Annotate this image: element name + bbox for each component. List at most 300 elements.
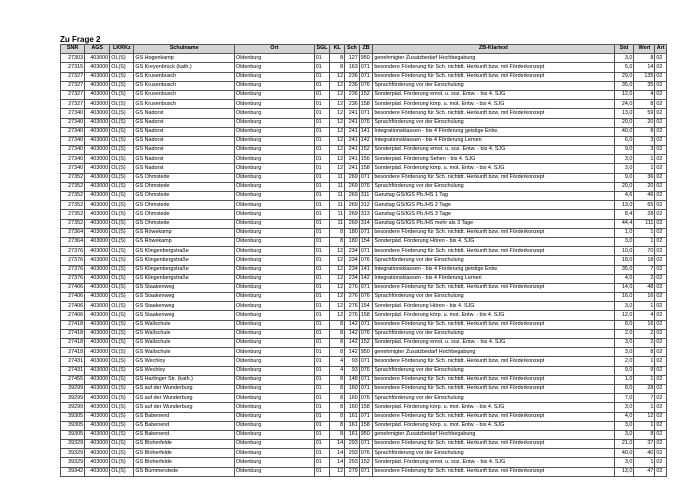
cell-zb: 076: [359, 366, 373, 375]
cell-ags: 403000: [85, 320, 110, 329]
cell-ags: 403000: [85, 182, 110, 191]
cell-ags: 403000: [85, 100, 110, 109]
cell-sgl: 01: [314, 100, 330, 109]
cell-sgl: 01: [314, 283, 330, 292]
cell-ort: Oldenburg: [235, 366, 315, 375]
table-row: [61, 63, 667, 72]
cell-zb: 141: [359, 127, 373, 136]
cell-schulname: GS Klingenbergstraße: [134, 256, 235, 265]
cell-zb: 141: [359, 265, 373, 274]
cell-lkrkz: OL(S): [110, 467, 134, 476]
cell-kl: 8: [330, 394, 345, 403]
cell-snr: 27376: [61, 274, 85, 283]
cell-schulname: GS Staakenweg: [134, 293, 235, 302]
cell-ort: Oldenburg: [235, 283, 315, 292]
cell-zb-klartext: besondere Förderung für Sch. nichtdt. Herkunft bzw. mit Förderkonzept: [373, 247, 614, 256]
cell-schulname: GS Röwekamp: [134, 237, 235, 246]
cell-zb-klartext: besondere Förderung für Sch. nichtdt. Herkunft bzw. mit Förderkonzept: [373, 283, 614, 292]
cell-lkrkz: OL(S): [110, 90, 134, 99]
cell-schulname: GS Ohmstede: [134, 219, 235, 228]
cell-art: 02: [655, 293, 667, 302]
cell-wert: 1: [634, 164, 655, 173]
table-row: [61, 228, 667, 237]
cell-wert: 135: [634, 72, 655, 81]
cell-zb: 076: [359, 394, 373, 403]
cell-wert: 8: [634, 348, 655, 357]
cell-wert: 7: [634, 394, 655, 403]
cell-ort: Oldenburg: [235, 274, 315, 283]
cell-std: 16,0: [614, 293, 634, 302]
cell-kl: 12: [330, 72, 345, 81]
cell-sch: 160: [345, 384, 360, 393]
cell-zb-klartext: Sonderpäd. Förderung emot. u. soz. Entw. - bis 4. SJG: [373, 146, 614, 155]
cell-snr: 39305: [61, 430, 85, 439]
cell-kl: 12: [330, 256, 345, 265]
cell-lkrkz: OL(S): [110, 63, 134, 72]
cell-std: 9,0: [614, 146, 634, 155]
cell-lkrkz: OL(S): [110, 440, 134, 449]
cell-wert: 1: [634, 421, 655, 430]
cell-schulname: GS Staakenweg: [134, 311, 235, 320]
cell-schulname: GS Krusenbusch: [134, 100, 235, 109]
cell-ags: 403000: [85, 293, 110, 302]
cell-wert: 8: [634, 54, 655, 63]
table-row: [61, 109, 667, 118]
cell-std: 3,0: [614, 164, 634, 173]
cell-snr: 27364: [61, 237, 85, 246]
cell-sgl: 01: [314, 63, 330, 72]
cell-ags: 403000: [85, 403, 110, 412]
cell-sch: 127: [345, 54, 360, 63]
cell-zb-klartext: besondere Förderung für Sch. nichtdt. Herkunft bzw. mit Förderkonzept: [373, 412, 614, 421]
cell-lkrkz: OL(S): [110, 320, 134, 329]
cell-std: 3,0: [614, 237, 634, 246]
cell-wert: 40: [634, 449, 655, 458]
cell-zb: 076: [359, 256, 373, 265]
cell-ort: Oldenburg: [235, 440, 315, 449]
table-row: [61, 164, 667, 173]
cell-sgl: 01: [314, 293, 330, 302]
cell-ort: Oldenburg: [235, 146, 315, 155]
cell-zb: 950: [359, 54, 373, 63]
cell-lkrkz: OL(S): [110, 155, 134, 164]
cell-zb: 071: [359, 228, 373, 237]
cell-std: 13,0: [614, 201, 634, 210]
cell-snr: 27431: [61, 357, 85, 366]
table-row: [61, 256, 667, 265]
cell-schulname: GS Harlinger Str. (kath.): [134, 375, 235, 384]
cell-ort: Oldenburg: [235, 357, 315, 366]
cell-snr: 27340: [61, 164, 85, 173]
cell-schulname: GS Nadorst: [134, 146, 235, 155]
cell-sch: 161: [345, 421, 360, 430]
cell-zb-klartext: Sonderpäd. Förderung körp. u. mot. Entw. - bis 4. SJG: [373, 164, 614, 173]
cell-art: 02: [655, 54, 667, 63]
cell-lkrkz: OL(S): [110, 357, 134, 366]
cell-kl: 12: [330, 293, 345, 302]
cell-schulname: GS auf der Wunderburg: [134, 384, 235, 393]
cell-sgl: 01: [314, 90, 330, 99]
cell-art: 02: [655, 247, 667, 256]
cell-sch: 236: [345, 81, 360, 90]
cell-std: 12,0: [614, 311, 634, 320]
col-header-art: Art: [655, 45, 667, 54]
cell-sgl: 01: [314, 430, 330, 439]
cell-kl: 14: [330, 449, 345, 458]
cell-schulname: GS Staakenweg: [134, 302, 235, 311]
cell-ags: 403000: [85, 311, 110, 320]
cell-ags: 403000: [85, 201, 110, 210]
cell-sch: 180: [345, 237, 360, 246]
cell-zb-klartext: Integrationsklassen - bis 4 Förderung geistige Entw.: [373, 265, 614, 274]
cell-kl: 8: [330, 63, 345, 72]
cell-schulname: GS auf der Wunderburg: [134, 403, 235, 412]
cell-kl: 11: [330, 201, 345, 210]
col-header-wert: Wert: [634, 45, 655, 54]
cell-lkrkz: OL(S): [110, 394, 134, 403]
table-row: [61, 430, 667, 439]
cell-sgl: 01: [314, 182, 330, 191]
cell-sgl: 01: [314, 274, 330, 283]
cell-lkrkz: OL(S): [110, 430, 134, 439]
cell-wert: 20: [634, 182, 655, 191]
cell-snr: 39299: [61, 384, 85, 393]
cell-schulname: GS Ohmstede: [134, 201, 235, 210]
cell-lkrkz: OL(S): [110, 192, 134, 201]
cell-sch: 160: [345, 403, 360, 412]
cell-sgl: 01: [314, 192, 330, 201]
cell-ort: Oldenburg: [235, 164, 315, 173]
cell-ags: 403000: [85, 109, 110, 118]
cell-kl: 11: [330, 173, 345, 182]
cell-std: 3,0: [614, 339, 634, 348]
cell-lkrkz: OL(S): [110, 412, 134, 421]
table-row: [61, 384, 667, 393]
cell-schulname: GS Klingenbergstraße: [134, 274, 235, 283]
cell-zb: 158: [359, 100, 373, 109]
cell-zb: 071: [359, 412, 373, 421]
cell-art: 02: [655, 127, 667, 136]
cell-ort: Oldenburg: [235, 265, 315, 274]
cell-art: 02: [655, 81, 667, 90]
cell-kl: 11: [330, 219, 345, 228]
cell-kl: 8: [330, 421, 345, 430]
cell-ort: Oldenburg: [235, 394, 315, 403]
cell-wert: 1: [634, 403, 655, 412]
cell-zb-klartext: Integrationsklassen - bis 4 Förderung geistige Entw.: [373, 127, 614, 136]
col-header-zb: ZB: [359, 45, 373, 54]
header-row: [61, 45, 667, 54]
cell-snr: 27376: [61, 247, 85, 256]
cell-snr: 27352: [61, 173, 85, 182]
cell-lkrkz: OL(S): [110, 228, 134, 237]
cell-zb: 158: [359, 164, 373, 173]
cell-ags: 403000: [85, 247, 110, 256]
cell-wert: 1: [634, 228, 655, 237]
cell-art: 02: [655, 72, 667, 81]
cell-ort: Oldenburg: [235, 173, 315, 182]
cell-ags: 403000: [85, 302, 110, 311]
cell-art: 02: [655, 256, 667, 265]
cell-sgl: 01: [314, 228, 330, 237]
col-header-zb-klartext: ZB-Klartext: [373, 45, 614, 54]
cell-kl: 8: [330, 339, 345, 348]
cell-zb-klartext: Ganztag GS/IGS Pb./HS 1 Tag: [373, 192, 614, 201]
cell-std: 13,0: [614, 467, 634, 476]
cell-kl: 8: [330, 430, 345, 439]
cell-kl: 4: [330, 357, 345, 366]
cell-snr: 39342: [61, 467, 85, 476]
cell-ort: Oldenburg: [235, 320, 315, 329]
cell-lkrkz: OL(S): [110, 403, 134, 412]
cell-wert: 3: [634, 146, 655, 155]
cell-schulname: GS Krusenbusch: [134, 81, 235, 90]
cell-sgl: 01: [314, 155, 330, 164]
cell-art: 02: [655, 173, 667, 182]
cell-std: 9,0: [614, 366, 634, 375]
data-table: [60, 44, 667, 477]
table-row: [61, 412, 667, 421]
cell-zb-klartext: Sprachförderung vor der Einschulung: [373, 182, 614, 191]
cell-snr: 27406: [61, 302, 85, 311]
cell-lkrkz: OL(S): [110, 210, 134, 219]
cell-snr: 27406: [61, 311, 85, 320]
table-row: [61, 311, 667, 320]
cell-wert: 14: [634, 63, 655, 72]
cell-zb: 076: [359, 449, 373, 458]
cell-wert: 16: [634, 293, 655, 302]
cell-std: 40,0: [614, 127, 634, 136]
cell-wert: 16: [634, 320, 655, 329]
cell-ort: Oldenburg: [235, 54, 315, 63]
cell-art: 02: [655, 118, 667, 127]
cell-wert: 7: [634, 265, 655, 274]
cell-zb-klartext: Sprachförderung vor der Einschulung: [373, 293, 614, 302]
cell-snr: 39299: [61, 394, 85, 403]
cell-snr: 27406: [61, 283, 85, 292]
cell-lkrkz: OL(S): [110, 283, 134, 292]
cell-sgl: 01: [314, 54, 330, 63]
cell-sch: 279: [345, 467, 360, 476]
cell-snr: 27352: [61, 219, 85, 228]
col-header-sgl: SGL: [314, 45, 330, 54]
cell-kl: 12: [330, 146, 345, 155]
table-row: [61, 219, 667, 228]
cell-lkrkz: OL(S): [110, 293, 134, 302]
cell-zb-klartext: besondere Förderung für Sch. nichtdt. Herkunft bzw. mit Förderkonzept: [373, 384, 614, 393]
cell-lkrkz: OL(S): [110, 302, 134, 311]
cell-kl: 8: [330, 403, 345, 412]
cell-ort: Oldenburg: [235, 210, 315, 219]
cell-schulname: GS Bloherfelde: [134, 458, 235, 467]
cell-ort: Oldenburg: [235, 90, 315, 99]
cell-ags: 403000: [85, 421, 110, 430]
table-row: [61, 201, 667, 210]
cell-sgl: 01: [314, 329, 330, 338]
cell-std: 4,6: [614, 192, 634, 201]
cell-lkrkz: OL(S): [110, 201, 134, 210]
cell-ort: Oldenburg: [235, 329, 315, 338]
cell-lkrkz: OL(S): [110, 247, 134, 256]
cell-sch: 241: [345, 164, 360, 173]
cell-schulname: GS Kreyenbrück (kath.): [134, 63, 235, 72]
cell-sch: 161: [345, 430, 360, 439]
cell-kl: 8: [330, 348, 345, 357]
cell-std: 21,0: [614, 440, 634, 449]
cell-snr: 27327: [61, 100, 85, 109]
cell-zb-klartext: Sonderpäd. Förderung körp. u. mot. Entw. - bis 4. SJG: [373, 100, 614, 109]
cell-ort: Oldenburg: [235, 81, 315, 90]
cell-snr: 27340: [61, 109, 85, 118]
cell-ort: Oldenburg: [235, 348, 315, 357]
cell-snr: 27327: [61, 90, 85, 99]
cell-sgl: 01: [314, 449, 330, 458]
cell-sch: 269: [345, 219, 360, 228]
cell-ort: Oldenburg: [235, 192, 315, 201]
cell-sgl: 01: [314, 201, 330, 210]
table-row: [61, 440, 667, 449]
cell-ort: Oldenburg: [235, 228, 315, 237]
cell-sgl: 01: [314, 146, 330, 155]
cell-zb-klartext: genehmigter Zusatzbedarf Hochbegabung: [373, 430, 614, 439]
cell-std: 44,4: [614, 219, 634, 228]
table-row: [61, 467, 667, 476]
cell-sch: 241: [345, 109, 360, 118]
cell-lkrkz: OL(S): [110, 329, 134, 338]
cell-wert: 111: [634, 219, 655, 228]
cell-zb-klartext: besondere Förderung für Sch. nichtdt. Herkunft bzw. mit Förderkonzept: [373, 72, 614, 81]
cell-lkrkz: OL(S): [110, 375, 134, 384]
cell-lkrkz: OL(S): [110, 136, 134, 145]
cell-zb: 156: [359, 155, 373, 164]
cell-ags: 403000: [85, 237, 110, 246]
col-header-sch: Sch: [345, 45, 360, 54]
cell-lkrkz: OL(S): [110, 366, 134, 375]
cell-art: 02: [655, 283, 667, 292]
table-row: [61, 274, 667, 283]
cell-ort: Oldenburg: [235, 384, 315, 393]
cell-std: 3,0: [614, 403, 634, 412]
cell-std: 3,0: [614, 54, 634, 63]
cell-ags: 403000: [85, 164, 110, 173]
table-row: [61, 293, 667, 302]
cell-snr: 27418: [61, 348, 85, 357]
cell-std: 2,0: [614, 357, 634, 366]
cell-sch: 241: [345, 118, 360, 127]
cell-sch: 276: [345, 311, 360, 320]
cell-ort: Oldenburg: [235, 311, 315, 320]
cell-ags: 403000: [85, 449, 110, 458]
cell-art: 02: [655, 412, 667, 421]
cell-schulname: GS Wallschule: [134, 339, 235, 348]
cell-ags: 403000: [85, 127, 110, 136]
cell-sgl: 01: [314, 311, 330, 320]
cell-zb: 071: [359, 173, 373, 182]
table-row: [61, 320, 667, 329]
cell-wert: 1: [634, 458, 655, 467]
cell-ort: Oldenburg: [235, 458, 315, 467]
cell-zb: 071: [359, 440, 373, 449]
table-body: [61, 54, 667, 477]
cell-ags: 403000: [85, 146, 110, 155]
cell-sgl: 01: [314, 467, 330, 476]
cell-kl: 8: [330, 384, 345, 393]
cell-wert: 2: [634, 339, 655, 348]
cell-snr: 27352: [61, 201, 85, 210]
cell-zb: 313: [359, 210, 373, 219]
cell-sgl: 01: [314, 256, 330, 265]
cell-std: 3,0: [614, 430, 634, 439]
cell-schulname: GS Röwekamp: [134, 228, 235, 237]
cell-std: 13,0: [614, 109, 634, 118]
cell-kl: 12: [330, 467, 345, 476]
cell-sgl: 01: [314, 394, 330, 403]
cell-sgl: 01: [314, 127, 330, 136]
cell-kl: 12: [330, 118, 345, 127]
cell-art: 02: [655, 274, 667, 283]
cell-kl: 12: [330, 90, 345, 99]
cell-sgl: 01: [314, 440, 330, 449]
col-header-ags: AGS: [85, 45, 110, 54]
cell-sgl: 01: [314, 118, 330, 127]
cell-snr: 27303: [61, 54, 85, 63]
cell-sch: 269: [345, 201, 360, 210]
cell-wert: 3: [634, 136, 655, 145]
cell-zb-klartext: Ganztag GS/IGS Pb./HS mehr als 3 Tage: [373, 219, 614, 228]
cell-ort: Oldenburg: [235, 109, 315, 118]
cell-kl: 8: [330, 412, 345, 421]
cell-ags: 403000: [85, 192, 110, 201]
cell-art: 02: [655, 430, 667, 439]
cell-std: 8,0: [614, 384, 634, 393]
cell-ort: Oldenburg: [235, 449, 315, 458]
table-row: [61, 375, 667, 384]
cell-zb-klartext: Sprachförderung vor der Einschulung: [373, 394, 614, 403]
cell-sgl: 01: [314, 173, 330, 182]
cell-zb: 152: [359, 339, 373, 348]
table-row: [61, 90, 667, 99]
cell-sgl: 01: [314, 421, 330, 430]
cell-schulname: GS Ohmstede: [134, 173, 235, 182]
cell-art: 02: [655, 384, 667, 393]
cell-schulname: GS Staakenweg: [134, 283, 235, 292]
table-row: [61, 136, 667, 145]
cell-snr: 27352: [61, 210, 85, 219]
cell-schulname: GS Nadorst: [134, 164, 235, 173]
cell-kl: 12: [330, 164, 345, 173]
cell-kl: 12: [330, 155, 345, 164]
cell-ags: 403000: [85, 81, 110, 90]
cell-wert: 8: [634, 127, 655, 136]
cell-zb-klartext: besondere Förderung für Sch. nichtdt. Herkunft bzw. mit Förderkonzept: [373, 109, 614, 118]
cell-ags: 403000: [85, 357, 110, 366]
cell-wert: 2: [634, 274, 655, 283]
cell-std: 1,0: [614, 375, 634, 384]
cell-std: 3,0: [614, 421, 634, 430]
cell-art: 02: [655, 403, 667, 412]
cell-zb-klartext: Sonderpäd. Förderung Hören - bis 4. SJG: [373, 302, 614, 311]
cell-sgl: 01: [314, 320, 330, 329]
cell-zb: 152: [359, 90, 373, 99]
cell-ort: Oldenburg: [235, 219, 315, 228]
cell-std: 4,0: [614, 412, 634, 421]
cell-snr: 27340: [61, 118, 85, 127]
cell-zb-klartext: besondere Förderung für Sch. nichtdt. Herkunft bzw. mit Förderkonzept: [373, 173, 614, 182]
cell-kl: 12: [330, 100, 345, 109]
cell-std: 20,0: [614, 118, 634, 127]
cell-schulname: GS Nadorst: [134, 109, 235, 118]
cell-snr: 27340: [61, 136, 85, 145]
